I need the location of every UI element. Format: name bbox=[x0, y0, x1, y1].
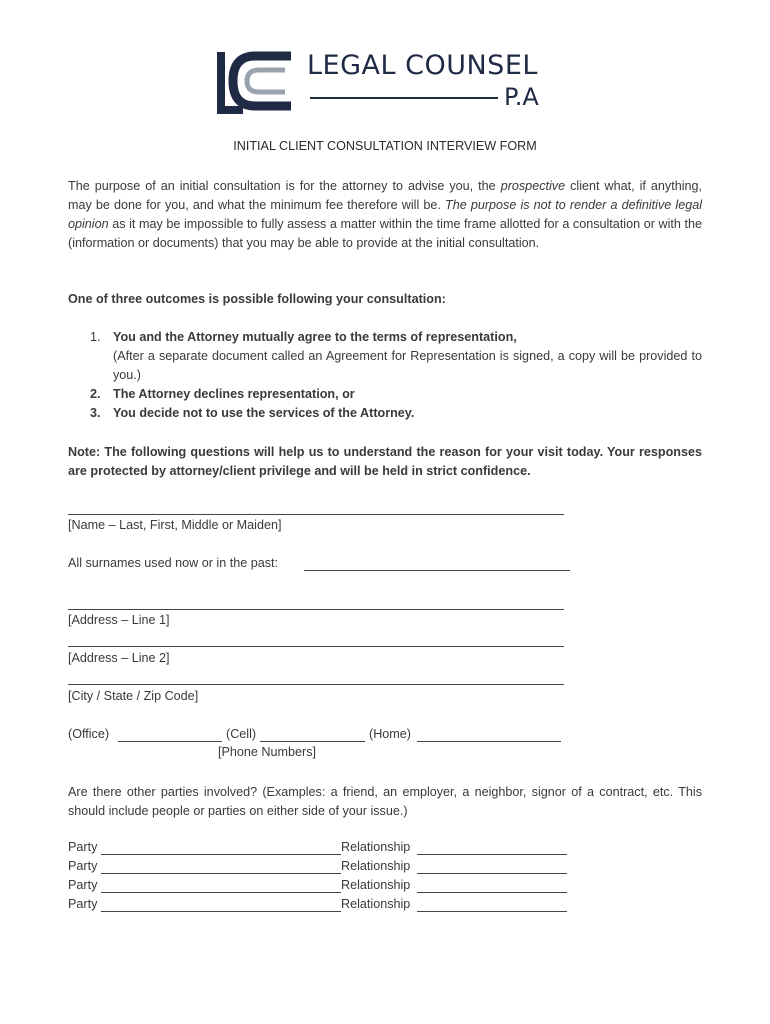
logo-suffix: P.A bbox=[504, 83, 539, 111]
outcome-text: You decide not to use the services of the Attorney. bbox=[113, 406, 415, 420]
table-row bbox=[68, 878, 568, 897]
outcome-subtext: (After a separate document called an Agreement for Representation is signed, a copy will be provided to you.) bbox=[113, 349, 702, 382]
relationship-input-line[interactable] bbox=[417, 911, 567, 912]
intro-prospective: prospective bbox=[500, 179, 566, 193]
relationship-label: Relationship bbox=[341, 840, 411, 854]
relationship-label: Relationship bbox=[341, 859, 411, 873]
surnames-label: All surnames used now or in the past: bbox=[68, 556, 279, 570]
home-phone-label: (Home) bbox=[369, 727, 411, 741]
party-label: Party bbox=[68, 878, 98, 892]
outcomes-list bbox=[90, 328, 702, 423]
outcome-number: 1. bbox=[90, 330, 101, 344]
office-phone-label: (Office) bbox=[68, 727, 110, 741]
relationship-label: Relationship bbox=[341, 897, 411, 911]
relationship-label: Relationship bbox=[341, 878, 411, 892]
address1-input-line[interactable] bbox=[68, 609, 564, 610]
intro-text-3: as it may be impossible to fully assess a matter within the time frame allotted for a consultation or with the (information or documents) that you may be able to provide at the initial consultation. bbox=[68, 217, 702, 250]
table-row bbox=[68, 897, 568, 916]
city-input-line[interactable] bbox=[68, 684, 564, 685]
party-input-line[interactable] bbox=[101, 854, 341, 855]
phone-numbers-caption: [Phone Numbers] bbox=[218, 745, 317, 759]
list-item bbox=[90, 404, 702, 423]
privilege-note: Note: The following questions will help us to understand the reason for your visit today. Your responses are protected by attorney/client privilege and will be held in strict confidence. bbox=[68, 445, 702, 478]
logo bbox=[215, 48, 555, 118]
party-input-line[interactable] bbox=[101, 911, 341, 912]
list-item bbox=[90, 385, 702, 404]
table-row bbox=[68, 859, 568, 878]
name-input-line[interactable] bbox=[68, 514, 564, 515]
relationship-input-line[interactable] bbox=[417, 892, 567, 893]
party-label: Party bbox=[68, 840, 98, 854]
party-input-line[interactable] bbox=[101, 892, 341, 893]
surnames-input-line[interactable] bbox=[304, 570, 570, 571]
address1-label: [Address – Line 1] bbox=[68, 613, 170, 627]
outcome-number: 3. bbox=[90, 406, 101, 420]
table-row bbox=[68, 840, 568, 859]
name-label: [Name – Last, First, Middle or Maiden] bbox=[68, 518, 282, 532]
address2-input-line[interactable] bbox=[68, 646, 564, 647]
party-input-line[interactable] bbox=[101, 873, 341, 874]
party-label: Party bbox=[68, 897, 98, 911]
cell-phone-input-line[interactable] bbox=[260, 741, 365, 742]
home-phone-input-line[interactable] bbox=[417, 741, 561, 742]
relationship-input-line[interactable] bbox=[417, 873, 567, 874]
page-title: INITIAL CLIENT CONSULTATION INTERVIEW FORM bbox=[233, 139, 537, 153]
intro-paragraph bbox=[68, 177, 702, 253]
outcome-number: 2. bbox=[90, 387, 101, 401]
party-label: Party bbox=[68, 859, 98, 873]
party-rows bbox=[68, 840, 568, 916]
lc-monogram-icon bbox=[215, 48, 295, 116]
list-item bbox=[90, 328, 702, 385]
office-phone-input-line[interactable] bbox=[118, 741, 222, 742]
parties-question: Are there other parties involved? (Examples: a friend, an employer, a neighbor, signor of a contract, etc. This should include people or parties on either side of your issue.) bbox=[68, 785, 702, 818]
intro-purpose: The purpose is not to render a definitive legal opinion bbox=[68, 198, 702, 231]
logo-rule bbox=[310, 97, 498, 99]
cell-phone-label: (Cell) bbox=[226, 727, 257, 741]
outcome-text: The Attorney declines representation, or bbox=[113, 387, 355, 401]
address2-label: [Address – Line 2] bbox=[68, 651, 170, 665]
intro-text-2: client what, if anything, may be done for you, and what the minimum fee therefore will be. bbox=[68, 179, 703, 212]
outcome-text: You and the Attorney mutually agree to the terms of representation, bbox=[113, 330, 517, 344]
logo-name: LEGAL COUNSEL bbox=[307, 50, 538, 81]
city-label: [City / State / Zip Code] bbox=[68, 689, 199, 703]
relationship-input-line[interactable] bbox=[417, 854, 567, 855]
intro-text-1: The purpose of an initial consultation is for the attorney to advise you, the bbox=[68, 179, 501, 193]
outcomes-heading: One of three outcomes is possible following your consultation: bbox=[68, 292, 446, 306]
